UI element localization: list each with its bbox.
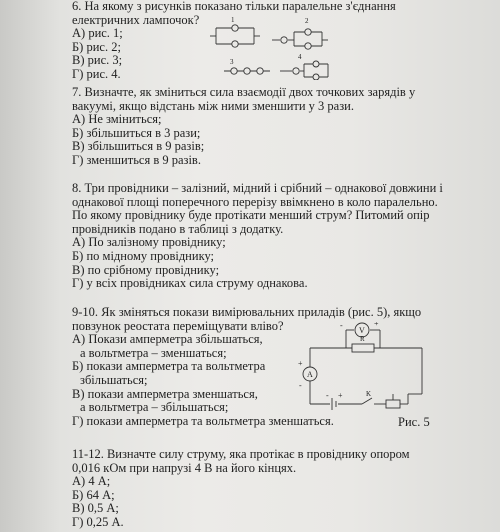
ammeter-minus: -	[299, 381, 302, 390]
question-6-title-line-1: 6. На якому з рисунків показано тільки паралельне з'єднання	[72, 0, 396, 13]
figure-3-label: 3	[230, 58, 234, 66]
battery-minus: -	[326, 391, 329, 400]
question-11-option-c: В) 0,5 А;	[72, 501, 119, 516]
circuit-diagram-figure-5	[294, 322, 434, 414]
resistor-r	[352, 344, 374, 352]
figure-1-label: 1	[231, 16, 235, 24]
question-9-option-b-cont: збільшаться;	[80, 372, 148, 387]
ammeter-label: A	[307, 370, 313, 379]
question-9-option-c-cont: а вольтметра – збільшаться;	[80, 400, 229, 415]
question-8-title-line-1: 8. Три провідники – залізний, мідний і срібний – однакової довжини і	[72, 181, 443, 195]
question-9-option-a-cont: а вольтметра – зменшаться;	[80, 345, 227, 360]
question-6-option-a: А) рис. 1;	[72, 26, 123, 41]
question-8-option-c: В) по срібному провіднику;	[72, 262, 220, 277]
voltmeter-label: V	[359, 326, 365, 335]
question-11-option-b: Б) 64 А;	[72, 487, 115, 502]
figure-2	[272, 29, 328, 49]
rheostat	[386, 400, 400, 408]
question-9-option-d: Г) покази амперметра та вольтметра зменшаться.	[72, 413, 334, 428]
question-7-title-line-1: 7. Визначте, як зміниться сила взаємодії двох точкових зарядів у	[72, 85, 416, 99]
question-11-12	[72, 448, 452, 530]
question-8-option-d: Г) у всіх провідниках сила струму однакова.	[72, 276, 308, 291]
figure-2-label: 2	[305, 17, 309, 25]
question-6-option-b: Б) рис. 2;	[72, 39, 121, 54]
question-9-option-c: В) покази амперметра зменшаться,	[72, 386, 258, 401]
question-7-option-c: В) збільшиться в 9 разів;	[72, 139, 205, 154]
question-7-option-b: Б) збільшиться в 3 рази;	[72, 125, 201, 140]
question-11-option-a: А) 4 А;	[72, 474, 111, 489]
question-8-title-line-3: По якому провіднику буде протікати менший струм? Питомий опір	[72, 208, 430, 223]
figure-3	[224, 68, 270, 74]
question-11-title-line-2: 0,016 кОм при напрузі 4 В на його кінцях.	[72, 460, 297, 475]
figure-4-label: 4	[298, 53, 302, 61]
question-8	[72, 182, 447, 291]
question-11-option-d: Г) 0,25 А.	[72, 514, 124, 529]
question-9-title-line-2: повзунок реостата переміщувати вліво?	[72, 318, 284, 333]
question-6-option-d: Г) рис. 4.	[72, 66, 121, 81]
resistor-label: R	[360, 335, 365, 343]
key-switch	[362, 398, 372, 404]
question-9-option-a: А) Покази амперметра збільшаться,	[72, 332, 263, 347]
figure-4	[280, 61, 328, 80]
question-7-option-d: Г) зменшиться в 9 разів.	[72, 152, 201, 167]
question-7-title-line-2: вакуумі, якщо відстань між ними зменшити у 3 рази.	[72, 98, 354, 113]
ammeter-plus: +	[298, 359, 303, 368]
question-7-option-a: А) Не зміниться;	[72, 112, 162, 127]
question-9-title-line-1: 9-10. Як зміняться покази вимірювальних приладів (рис. 5), якщо	[72, 305, 422, 319]
question-6-title-line-2: електричних лампочок?	[72, 12, 200, 27]
lamp-circuit-figures	[210, 14, 330, 80]
question-7	[72, 86, 442, 168]
battery-plus: +	[338, 391, 343, 400]
question-8-title-line-4: провідників подано в таблиці з додатку.	[72, 221, 284, 236]
question-11-title-line-1: 11-12. Визначте силу струму, яка протікає в провіднику опором	[72, 447, 410, 461]
question-8-option-a: А) По залізному провіднику;	[72, 235, 226, 250]
question-9-option-b: Б) покази амперметра та вольтметра	[72, 359, 266, 374]
figure-5-caption: Рис. 5	[398, 415, 430, 429]
figure-1	[210, 25, 260, 47]
key-label: K	[366, 390, 372, 398]
voltmeter-minus: -	[340, 322, 343, 330]
question-6-option-c: В) рис. 3;	[72, 53, 123, 68]
question-8-option-b: Б) по мідному провіднику;	[72, 248, 215, 263]
question-8-title-line-2: однакової площі поперечного перерізу ввімкнено в коло паралельно.	[72, 194, 438, 209]
voltmeter-plus: +	[374, 322, 379, 328]
